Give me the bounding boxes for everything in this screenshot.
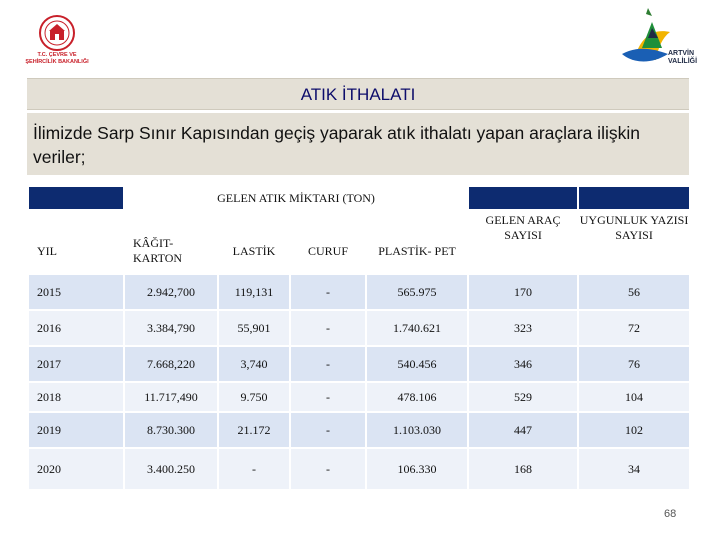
col-header-plastik: PLASTİK- PET bbox=[366, 210, 468, 274]
cell-curuf: - bbox=[290, 448, 366, 490]
governorship-logo bbox=[612, 8, 704, 68]
cell-curuf: - bbox=[290, 346, 366, 382]
table-row bbox=[28, 346, 690, 382]
col-header-lastik: LASTİK bbox=[218, 210, 290, 274]
cell-kagit: 11.717,490 bbox=[124, 382, 218, 412]
cell-arac: 447 bbox=[468, 412, 578, 448]
governorship-logo-label bbox=[668, 50, 697, 66]
cell-plastik: 540.456 bbox=[366, 346, 468, 382]
cell-lastik: 55,901 bbox=[218, 310, 290, 346]
group-header-label: GELEN ATIK MİKTARI (TON) bbox=[217, 190, 375, 205]
cell-kagit: 8.730.300 bbox=[124, 412, 218, 448]
cell-uygunluk: 76 bbox=[578, 346, 690, 382]
page-subtitle: İlimizde Sarp Sınır Kapısından geçiş yaparak atık ithalatı yapan araçlara ilişkin veriler; bbox=[33, 123, 640, 167]
group-header-cell bbox=[124, 186, 468, 210]
cell-yil: 2017 bbox=[28, 346, 124, 382]
cell-curuf: - bbox=[290, 382, 366, 412]
cell-yil: 2018 bbox=[28, 382, 124, 412]
cell-kagit: 3.384,790 bbox=[124, 310, 218, 346]
header-spacer-cell bbox=[468, 186, 578, 210]
ministry-emblem-icon bbox=[37, 14, 77, 52]
cell-lastik: - bbox=[218, 448, 290, 490]
table-row bbox=[28, 448, 690, 490]
cell-yil: 2019 bbox=[28, 412, 124, 448]
cell-arac: 346 bbox=[468, 346, 578, 382]
col-header-kagit: KÂĞIT-KARTON bbox=[124, 210, 218, 274]
table-row bbox=[28, 412, 690, 448]
table-row bbox=[28, 274, 690, 310]
ministry-logo bbox=[22, 14, 92, 68]
cell-lastik: 3,740 bbox=[218, 346, 290, 382]
waste-import-table bbox=[27, 185, 689, 487]
ministry-logo-line2: ŞEHİRCİLİK BAKANLIĞI bbox=[25, 59, 89, 65]
page-title: ATIK İTHALATI bbox=[300, 85, 416, 104]
table-row bbox=[28, 382, 690, 412]
cell-curuf: - bbox=[290, 310, 366, 346]
cell-arac: 168 bbox=[468, 448, 578, 490]
cell-kagit: 2.942,700 bbox=[124, 274, 218, 310]
ministry-logo-line1: T.C. ÇEVRE VE bbox=[37, 52, 77, 58]
cell-uygunluk: 102 bbox=[578, 412, 690, 448]
col-header-curuf: CURUF bbox=[290, 210, 366, 274]
cell-uygunluk: 104 bbox=[578, 382, 690, 412]
table-row bbox=[28, 310, 690, 346]
cell-kagit: 3.400.250 bbox=[124, 448, 218, 490]
cell-plastik: 1.103.030 bbox=[366, 412, 468, 448]
cell-yil: 2015 bbox=[28, 274, 124, 310]
cell-uygunluk: 56 bbox=[578, 274, 690, 310]
cell-plastik: 106.330 bbox=[366, 448, 468, 490]
cell-arac: 323 bbox=[468, 310, 578, 346]
header-spacer-cell bbox=[578, 186, 690, 210]
cell-yil: 2016 bbox=[28, 310, 124, 346]
col-header-uygunluk: UYGUNLUK YAZISI SAYISI bbox=[578, 210, 690, 274]
cell-arac: 529 bbox=[468, 382, 578, 412]
cell-curuf: - bbox=[290, 412, 366, 448]
governorship-logo-line1: ARTVİN bbox=[668, 50, 695, 57]
cell-lastik: 9.750 bbox=[218, 382, 290, 412]
cell-uygunluk: 72 bbox=[578, 310, 690, 346]
col-header-arac: GELEN ARAÇ SAYISI bbox=[468, 210, 578, 274]
col-header-yil: YIL bbox=[28, 210, 124, 274]
page-number: 68 bbox=[664, 508, 677, 520]
cell-plastik: 565.975 bbox=[366, 274, 468, 310]
data-table bbox=[27, 185, 691, 491]
cell-arac: 170 bbox=[468, 274, 578, 310]
cell-yil: 2020 bbox=[28, 448, 124, 490]
cell-plastik: 1.740.621 bbox=[366, 310, 468, 346]
cell-lastik: 119,131 bbox=[218, 274, 290, 310]
cell-uygunluk: 34 bbox=[578, 448, 690, 490]
title-band bbox=[27, 78, 689, 110]
header-row bbox=[28, 210, 690, 274]
header-spacer-cell bbox=[28, 186, 124, 210]
cell-curuf: - bbox=[290, 274, 366, 310]
governorship-logo-line2: VALİLİĞİ bbox=[668, 58, 698, 65]
cell-kagit: 7.668,220 bbox=[124, 346, 218, 382]
subtitle-band bbox=[27, 113, 689, 175]
cell-plastik: 478.106 bbox=[366, 382, 468, 412]
cell-lastik: 21.172 bbox=[218, 412, 290, 448]
header-row-top bbox=[28, 186, 690, 210]
